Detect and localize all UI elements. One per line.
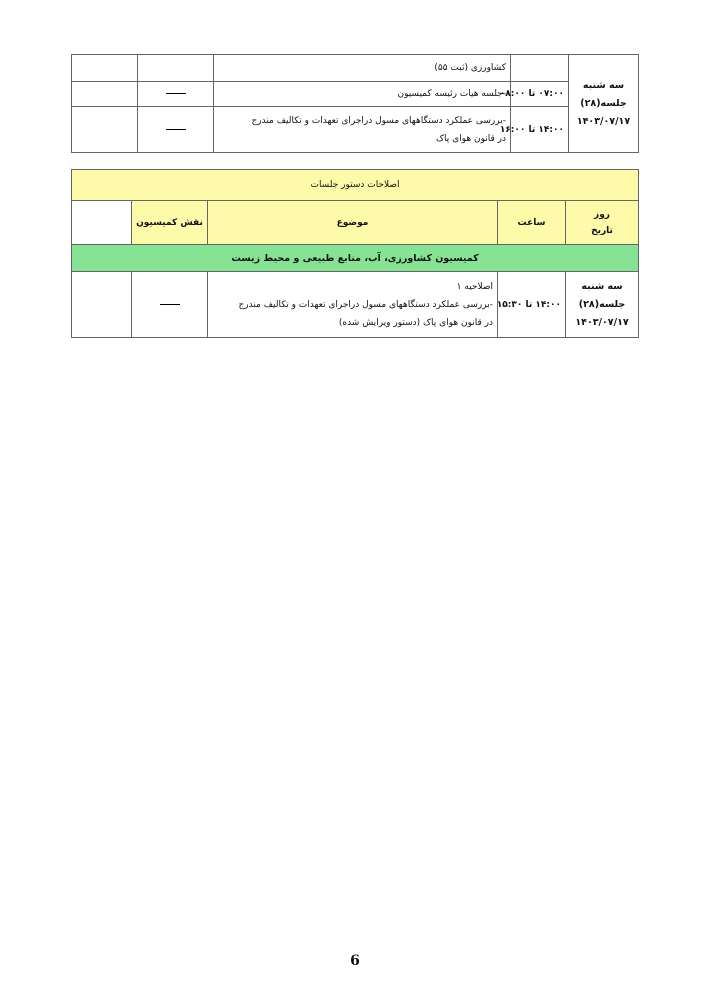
page-number: 6 [350,953,360,969]
role-cell [138,82,214,107]
empty-header-cell [72,201,132,245]
dash-mark [166,129,186,130]
day-date-cell: سه شنبه جلسه(۲۸) ۱۴۰۳/۰۷/۱۷ [569,55,639,153]
topic-cell: -جلسه هیات رئیسه کمیسیون [214,82,511,107]
time-cell: ۱۴:۰۰ تا ۱۶:۰۰ [511,107,569,153]
topic-cell: -بررسی عملکرد دستگاههای مسول دراجرای تعهدات و تکالیف مندرج در قانون هوای پاک [214,107,511,153]
time-cell: ۰۷:۰۰ تا ۰۸:۰۰ [511,82,569,107]
day-date-header: روز تاریخ [566,201,639,245]
table-row [72,272,639,338]
dash-mark [166,93,186,94]
commission-name: کمیسیون کشاورزی، آب، منابع طبیعی و محیط زیست [72,245,639,272]
role-cell [132,272,208,338]
role-header: نقش کمیسیون [132,201,208,245]
empty-cell [72,272,132,338]
topic-header: موضوع [208,201,498,245]
empty-cell [72,107,138,153]
topic-cell: کشاورزی (ثبت ۵۵) [214,55,511,82]
empty-cell [72,82,138,107]
corrections-title: اصلاحات دستور جلسات [72,170,639,201]
day-date-cell: سه شنبه جلسه(۲۸) ۱۴۰۳/۰۷/۱۷ [566,272,639,338]
agenda-corrections-table [71,169,639,338]
table-row [72,107,639,153]
role-cell [138,107,214,153]
time-header: ساعت [498,201,566,245]
agenda-table-continued [71,54,639,153]
table-row [72,82,639,107]
empty-cell [72,55,138,82]
time-cell: ۱۴:۰۰ تا ۱۵:۳۰ [498,272,566,338]
header-row [72,201,639,245]
time-cell [511,55,569,82]
dash-mark [160,304,180,305]
topic-cell: اصلاحیه ۱ -بررسی عملکرد دستگاههای مسول دراجرای تعهدات و تکالیف مندرج در قانون هوای پاک (دستور ویرایش شده) [208,272,498,338]
role-cell [138,55,214,82]
